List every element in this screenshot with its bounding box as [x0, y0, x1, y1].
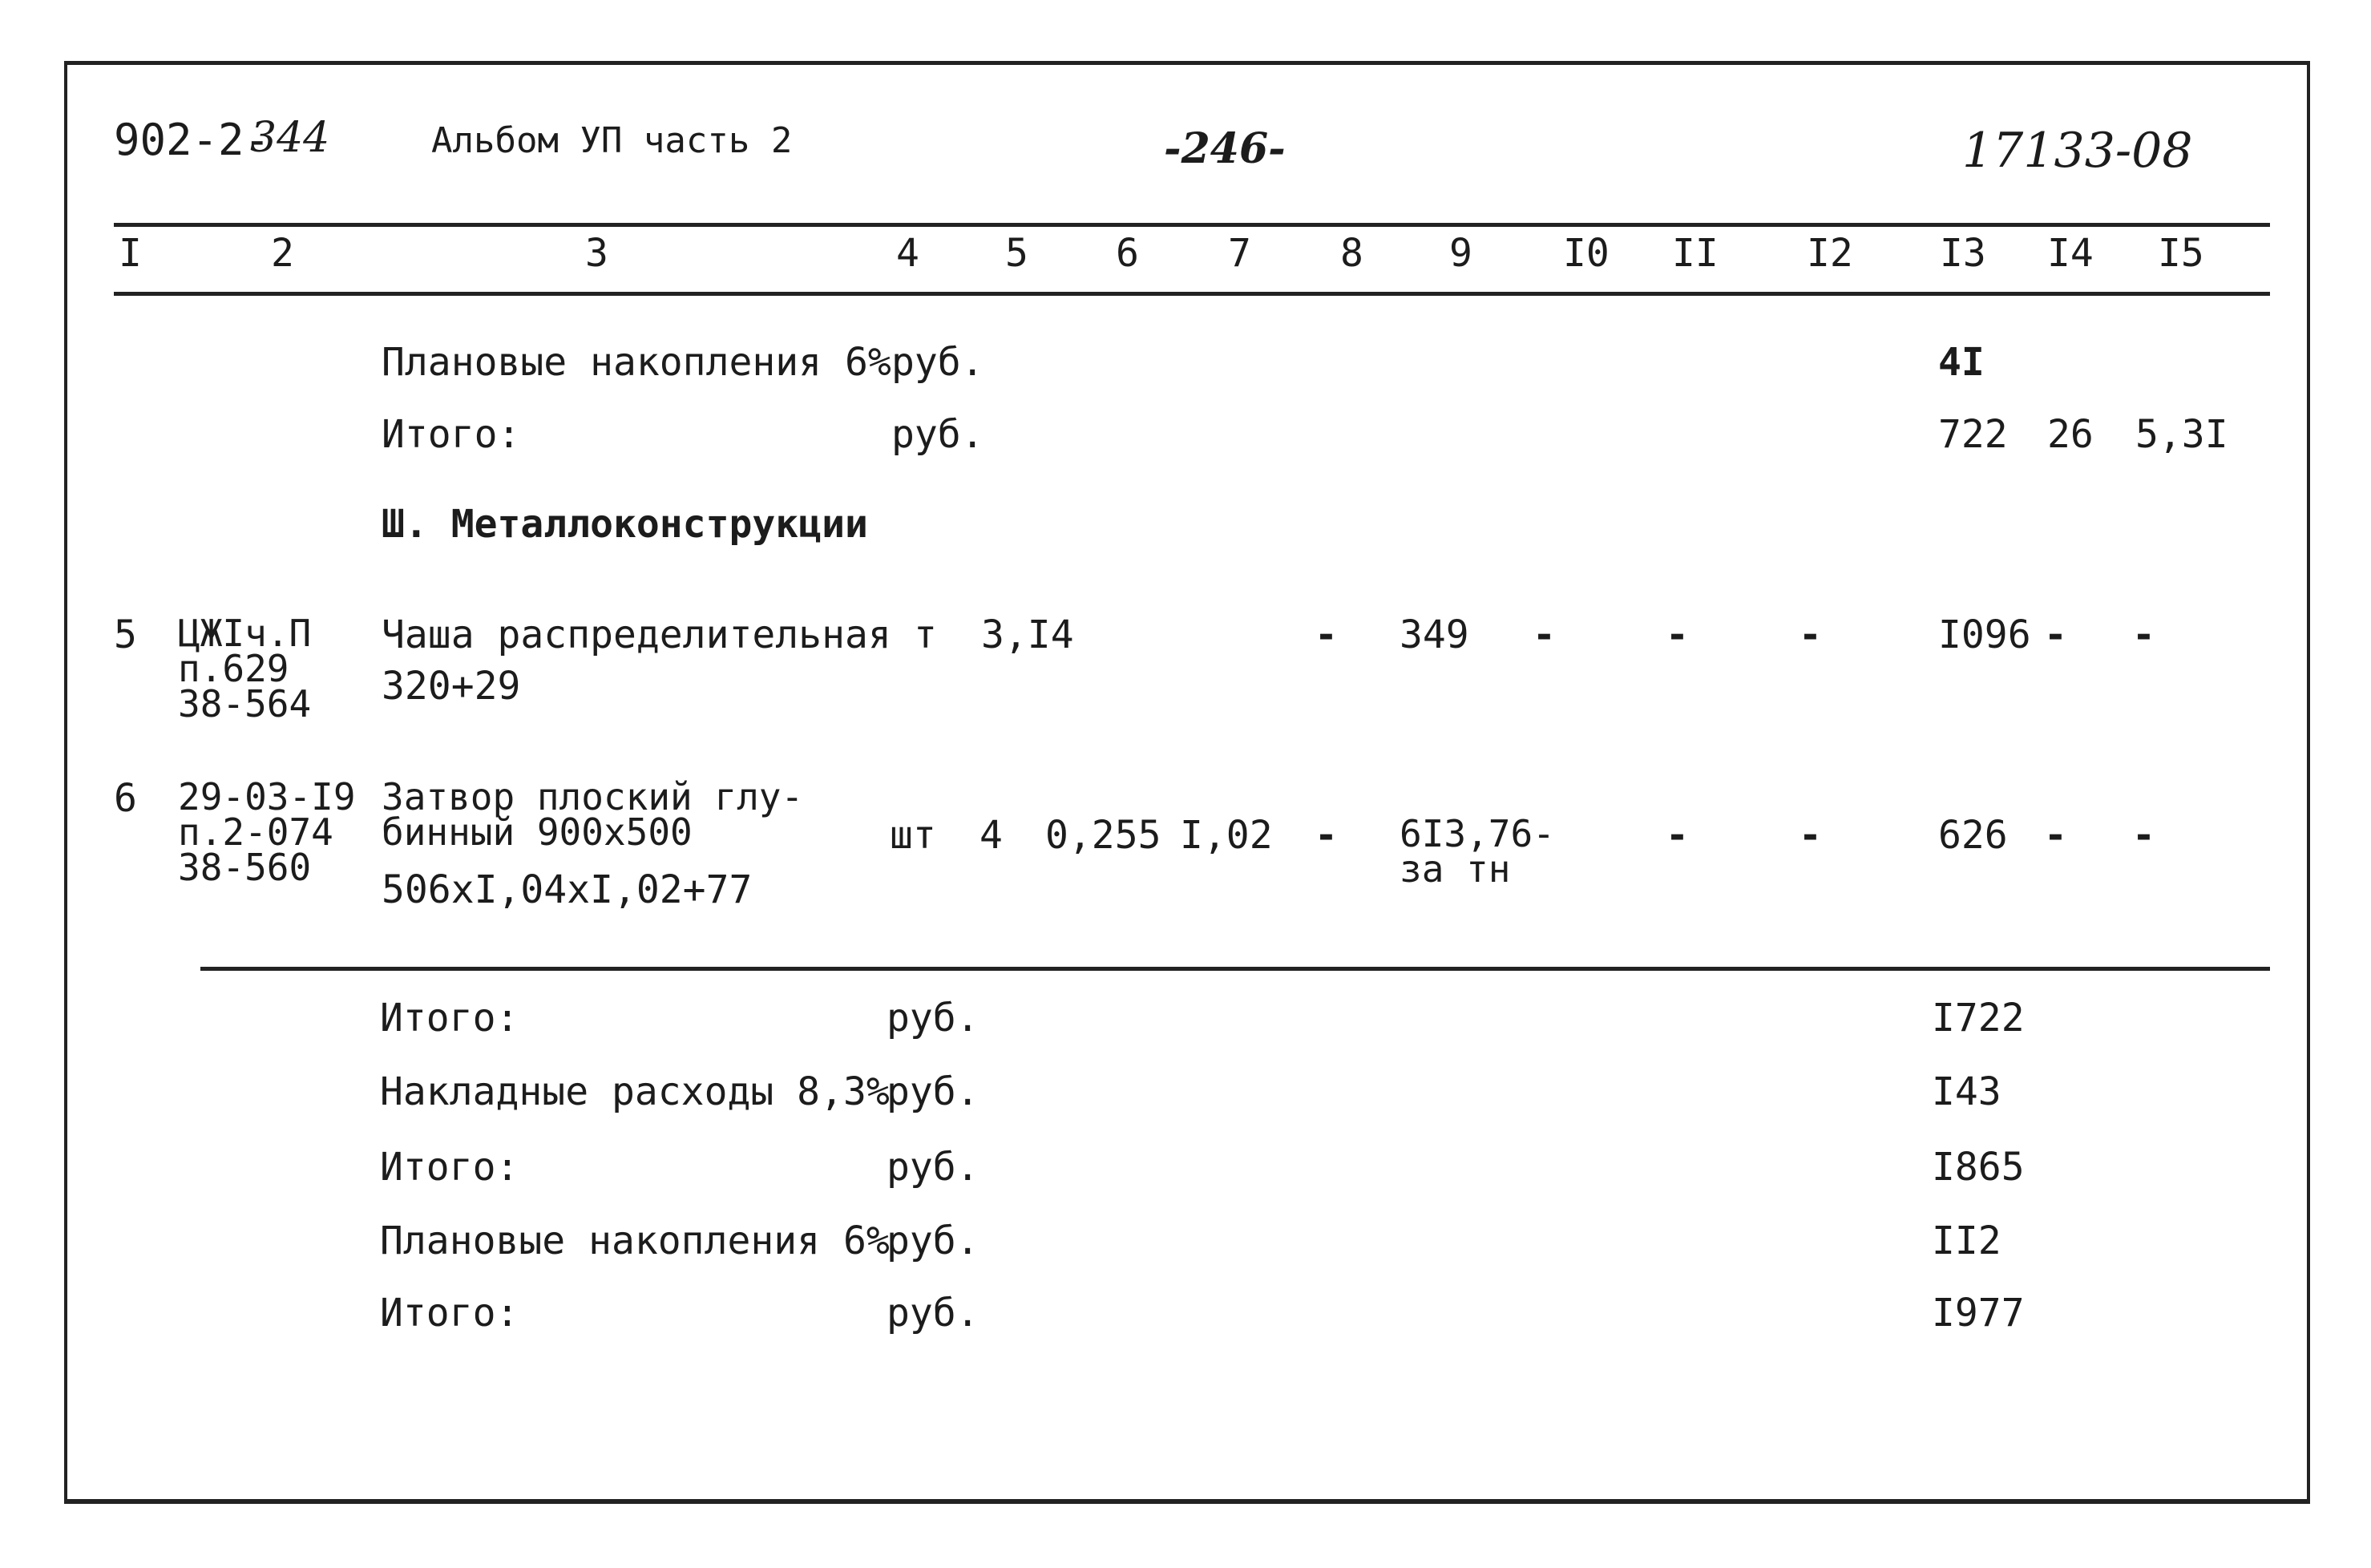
col-header-11: II [1672, 231, 1719, 276]
item-5-price: 349 [1400, 612, 1469, 657]
item-6-col14: - [2044, 813, 2067, 858]
total-row-1-label: Итого: [380, 996, 519, 1041]
total-row-5-value: I977 [1932, 1291, 2025, 1336]
col-header-7: 7 [1228, 231, 1251, 276]
total-row-3-value: I865 [1932, 1145, 2025, 1190]
item-5-col12: - [1799, 612, 1822, 657]
item-6-code-3: 38-560 [178, 846, 312, 889]
item-5-unit: т [914, 612, 937, 657]
item-5-col10: - [1533, 612, 1556, 657]
item-5-cost: I096 [1938, 612, 2031, 657]
total-row-3-label: Итого: [380, 1145, 519, 1190]
total-row-4-label: Плановые накопления 6% [380, 1218, 890, 1263]
item-6-col8: - [1315, 813, 1338, 858]
item-6-price-2: за тн [1400, 847, 1511, 891]
item-5-quantity: 3,I4 [981, 612, 1074, 657]
total-row-2-unit: руб. [887, 1069, 980, 1114]
doc-code-prefix: 902-2- [114, 115, 271, 165]
item-6-price-1: 6I3,76- [1400, 812, 1555, 855]
col-header-4: 4 [896, 231, 919, 276]
subtotal-col14: 26 [2047, 412, 2094, 457]
archive-number: 17133-08 [1962, 123, 2193, 179]
item-6-col15: - [2132, 813, 2155, 858]
item-6-quantity: 4 [980, 813, 1003, 858]
album-title: Альбом УП часть 2 [431, 120, 793, 161]
item-6-name-2: бинный 900х500 [382, 810, 693, 854]
header-rule-bottom [114, 292, 2270, 296]
item-6-number: 6 [114, 776, 137, 821]
subtotal-label: Итого: [382, 412, 521, 457]
col-header-12: I2 [1807, 231, 1853, 276]
total-row-4-unit: руб. [887, 1218, 980, 1263]
item-5-col15: - [2132, 612, 2155, 657]
item-6-col11: - [1666, 813, 1689, 858]
total-row-2-value: I43 [1932, 1069, 2001, 1114]
subtotal-col13: 722 [1938, 412, 2008, 457]
item-5-name: Чаша распределительная [382, 612, 891, 657]
subtotal-unit: руб. [891, 412, 984, 457]
item-6-formula: 506хI,04хI,02+77 [382, 867, 753, 912]
page-number: -246- [1164, 124, 1286, 173]
planned-savings-total: 4I [1938, 340, 1985, 385]
item-6-code-2: п.2-074 [178, 810, 333, 854]
totals-rule [200, 967, 2270, 971]
total-row-1-value: I722 [1932, 996, 2025, 1041]
total-row-4-value: II2 [1932, 1218, 2001, 1263]
total-row-5-unit: руб. [887, 1291, 980, 1336]
col-header-13: I3 [1940, 231, 1986, 276]
total-row-5-label: Итого: [380, 1291, 519, 1336]
item-6-col12: - [1799, 813, 1822, 858]
total-row-2-label: Накладные расходы 8,3% [380, 1069, 890, 1114]
item-5-code-2: п.629 [178, 647, 289, 690]
item-5-number: 5 [114, 612, 137, 657]
col-header-8: 8 [1340, 231, 1363, 276]
header-rule-top [114, 223, 2270, 227]
item-5-col8: - [1315, 612, 1338, 657]
col-header-6: 6 [1116, 231, 1139, 276]
item-6-name-1: Затвор плоский глу- [382, 775, 804, 818]
col-header-15: I5 [2158, 231, 2204, 276]
planned-savings-label: Плановые накопления 6% [382, 340, 891, 385]
total-row-1-unit: руб. [887, 996, 980, 1041]
item-5-col11: - [1666, 612, 1689, 657]
item-5-col14: - [2044, 612, 2067, 657]
col-header-14: I4 [2047, 231, 2094, 276]
item-5-formula: 320+29 [382, 664, 521, 709]
item-6-code-1: 29-03-I9 [178, 775, 356, 818]
item-6-weight-per-unit: 0,255 [1045, 813, 1161, 858]
col-header-2: 2 [271, 231, 294, 276]
col-header-10: I0 [1563, 231, 1610, 276]
col-header-3: 3 [585, 231, 608, 276]
section-title: Ш. Металлоконструкции [382, 502, 868, 547]
item-6-cost: 626 [1938, 813, 2008, 858]
item-5-code-3: 38-564 [178, 682, 312, 725]
col-header-1: I [119, 231, 142, 276]
item-6-coefficient: I,02 [1180, 813, 1273, 858]
item-5-code-1: ЦЖIч.П [178, 612, 312, 655]
item-6-unit: шт [890, 813, 936, 858]
total-row-3-unit: руб. [887, 1145, 980, 1190]
doc-code-number: 344 [250, 114, 330, 162]
col-header-5: 5 [1005, 231, 1028, 276]
col-header-9: 9 [1449, 231, 1472, 276]
subtotal-col15: 5,3I [2135, 412, 2228, 457]
planned-savings-unit: руб. [891, 340, 984, 385]
